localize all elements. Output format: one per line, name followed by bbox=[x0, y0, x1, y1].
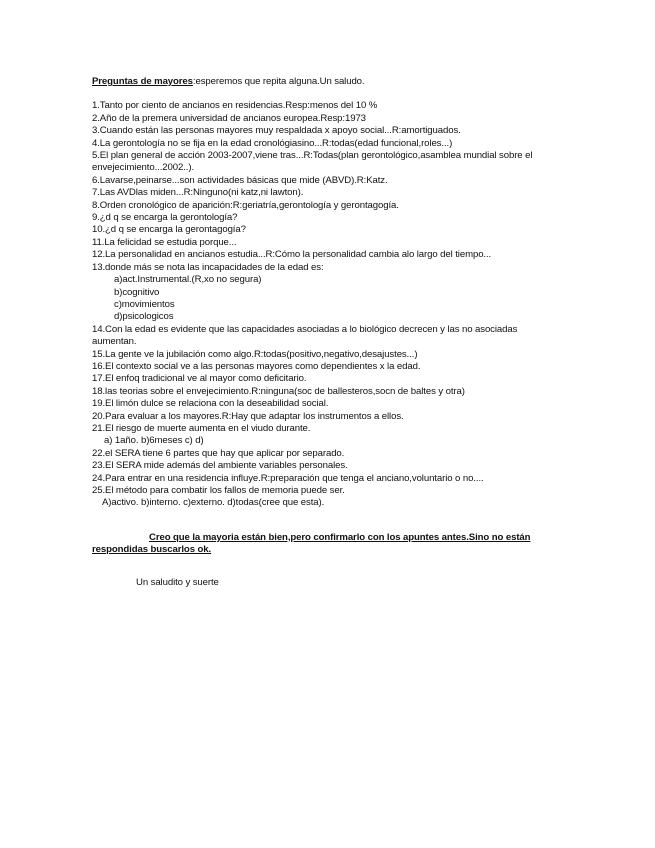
question-24: 24.Para entrar en una residencia influye.R:preparación que tenga el anciano,voluntario o no.... bbox=[92, 472, 484, 484]
document-content bbox=[92, 76, 562, 599]
question-7: 7.Las AVDlas miden...R:Ninguno(ni katz,ni lawton). bbox=[92, 187, 304, 199]
question-5: 5.El plan general de acción 2003-2007,viene tras...R:Todas(plan gerontológico,asamblea mundial sobre el envejecimiento...2002..). bbox=[92, 150, 533, 174]
question-11: 11.La felicidad se estudia porque... bbox=[92, 236, 237, 248]
question-21: 21.El riesgo de muerte aumenta en el viudo durante. bbox=[92, 422, 311, 434]
section-spacer bbox=[92, 510, 562, 532]
question-3: 3.Cuando están las personas mayores muy respaldada x apoyo social...R:amortiguados. bbox=[92, 125, 461, 137]
question-25-options: A)activo. b)interno. c)externo. d)todas(cree que esta). bbox=[102, 497, 325, 509]
question-18: 18.las teorias sobre el envejecimiento.R:ninguna(soc de ballesteros,socn de baltes y otra) bbox=[92, 385, 465, 397]
question-13-option-b: b)cognitivo bbox=[114, 286, 160, 298]
question-13: 13.donde más se nota las incapacidades de la edad es: bbox=[92, 261, 324, 273]
final-note: Creo que la mayoria están bien,pero confirmarlo con los apuntes antes.Sino no están respondidas buscarlos ok. bbox=[92, 531, 531, 556]
question-25: 25.El método para combatir los fallos de memoria puede ser. bbox=[92, 485, 345, 496]
question-20: 20.Para evaluar a los mayores.R:Hay que adaptar los instrumentos a ellos. bbox=[92, 410, 404, 422]
document-heading bbox=[92, 76, 562, 88]
question-16: 16.El contexto social ve a las personas mayores como dependientes x la edad. bbox=[92, 360, 421, 372]
question-14: 14.Con la edad es evidente que las capacidades asociadas a lo biológico decrecen y las no asociadas aumentan. bbox=[92, 323, 518, 348]
question-4: 4.La gerontología no se fija en la edad cronológiasino...R:todas(edad funcional,roles...) bbox=[92, 137, 453, 149]
question-6: 6.Lavarse,peinarse...son actividades básicas que mide (ABVD).R:Katz. bbox=[92, 174, 388, 186]
question-21-options: a) 1año. b)6meses c) d) bbox=[104, 435, 204, 447]
question-9: 9.¿d q se encarga la gerontología? bbox=[92, 212, 238, 224]
question-22: 22.el SERA tiene 6 partes que hay que aplicar por separado. bbox=[92, 447, 345, 459]
question-13-option-d: d)psicologicos bbox=[114, 311, 174, 323]
question-15: 15.La gente ve la jubilación como algo.R:todas(positivo,negativo,desajustes...) bbox=[92, 348, 418, 360]
question-13-option-c: c)movimientos bbox=[114, 298, 175, 310]
question-12: 12.La personalidad en ancianos estudia...R:Cómo la personalidad cambia alo largo del tiempo... bbox=[92, 249, 492, 261]
question-13-option-a: a)act.Instrumental.(R,xo no segura) bbox=[114, 274, 262, 286]
heading-title: Preguntas de mayores bbox=[92, 76, 193, 87]
question-23: 23.El SERA mide además del ambiente variables personales. bbox=[92, 460, 348, 472]
question-19: 19.El limón dulce se relaciona con la deseabilidad social. bbox=[92, 398, 329, 410]
question-2: 2.Año de la premera universidad de ancianos europea.Resp:1973 bbox=[92, 112, 366, 124]
question-1: 1.Tanto por ciento de ancianos en residencias.Resp:menos del 10 % bbox=[92, 100, 378, 112]
heading-subtitle: :esperemos que repita alguna.Un saludo. bbox=[192, 76, 365, 87]
signature: Un saludito y suerte bbox=[136, 576, 219, 588]
question-17: 17.El enfoq tradicional ve al mayor como deficitario. bbox=[92, 373, 307, 385]
question-10: 10.¿d q se encarga la gerontagogía? bbox=[92, 224, 246, 236]
question-8: 8.Orden cronológico de aparición:R:geriatría,gerontología y gerontagogía. bbox=[92, 199, 399, 211]
